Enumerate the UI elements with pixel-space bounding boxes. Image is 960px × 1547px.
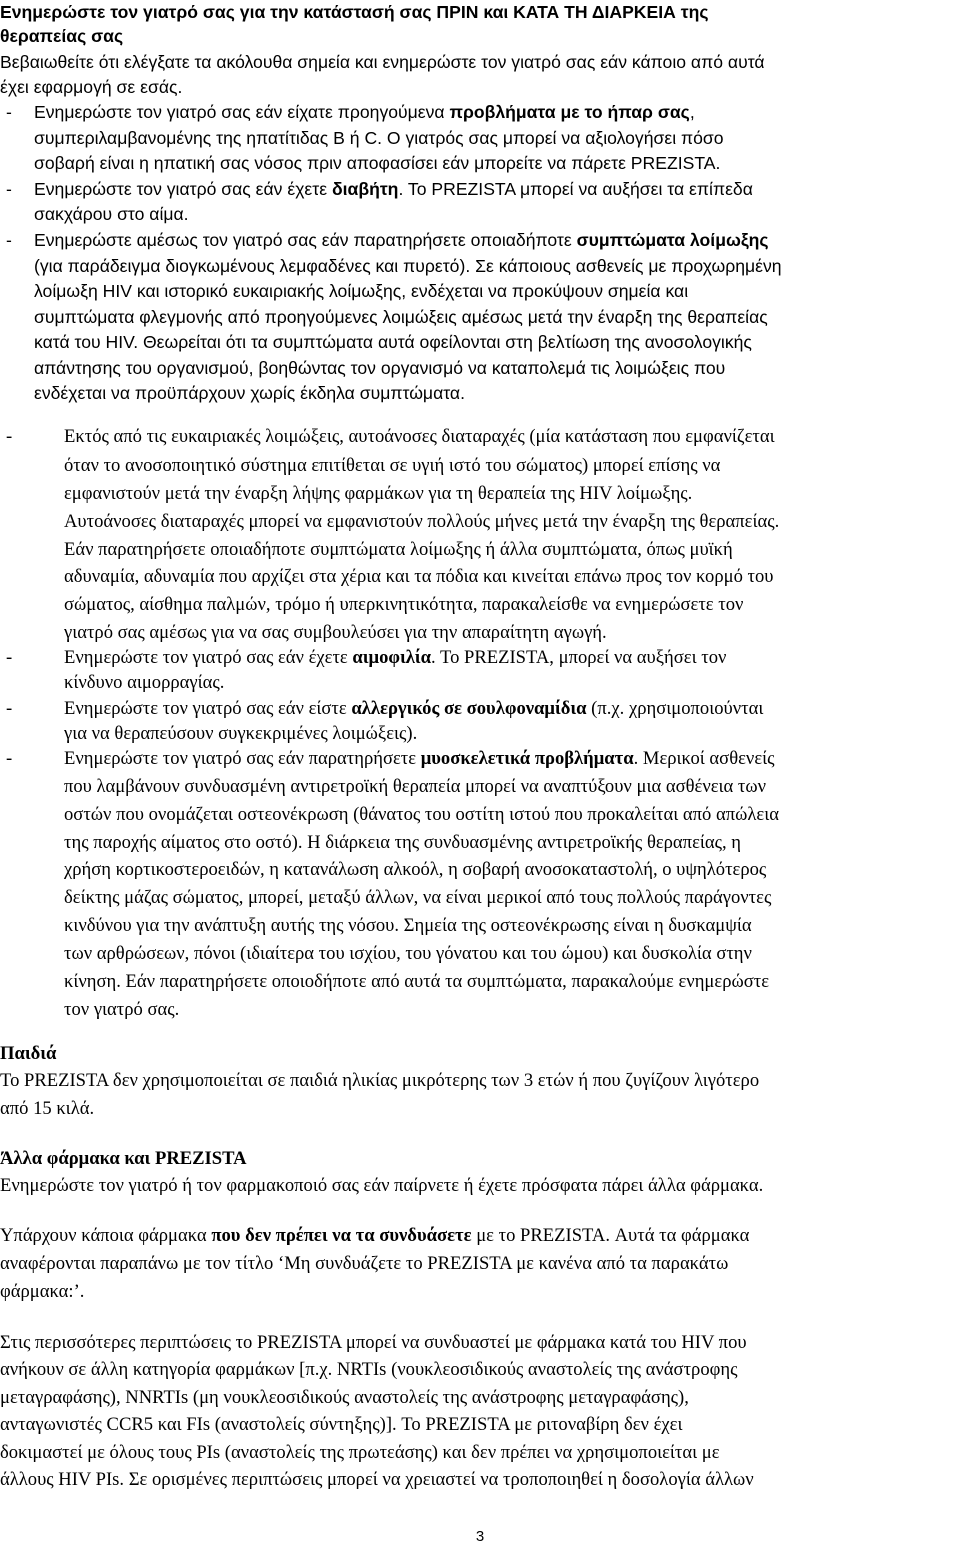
bullet-autoimmune-line-4: Αυτοάνοσες διαταραχές μπορεί να εμφανιστούν πολλούς μήνες μετά την έναρξη της θεραπείας. (64, 511, 780, 532)
bullet-musculoskeletal-line-10: τον γιατρό σας. (64, 999, 180, 1020)
other-paragraph-1: Ενημερώστε τον γιατρό ή τον φαρμακοποιό σας εάν παίρνετε ή έχετε πρόσφατα πάρει άλλα φάρμακα. (0, 1175, 764, 1196)
text-run: . Το PREZISTA, μπορεί να αυξήσει τον (431, 647, 727, 668)
bullet-infection-line-7: ενδέχεται να προϋπάρχουν χωρίς έκδηλα συμπτώματα. (34, 383, 465, 403)
intro-line-1: Βεβαιωθείτε ότι ελέγξατε τα ακόλουθα σημεία και ενημερώστε τον γιατρό σας εάν κάποιο από αυτά (0, 52, 765, 72)
emphasis-liver: προβλήματα με το ήπαρ σας (449, 102, 690, 122)
emphasis-diabetes: διαβήτη (331, 179, 399, 199)
bullet-musculoskeletal-line-3: οστών που ονομάζεται οστεονέκρωση (θάνατος του οστίτη ιστού που προκαλείται από απώλεια (64, 804, 779, 825)
emphasis-hemophilia: αιμοφιλία (352, 647, 432, 668)
text-run: με το PREZISTA. Αυτά τα φάρμακα (471, 1225, 750, 1246)
emphasis-do-not-combine: που δεν πρέπει να τα συνδυάσετε (211, 1225, 472, 1246)
bullet-musculoskeletal-line-8: των αρθρώσεων, πόνοι (ιδιαίτερα του ισχίου, του γόνατου και του ώμου) και δυσκολία στην (64, 943, 752, 964)
bullet-musculoskeletal-line-9: κίνηση. Εάν παρατηρήσετε οποιοδήποτε από αυτά τα συμπτώματα, παρακαλούμε ενημερώστε (64, 971, 770, 992)
bullet-diabetes-line-1 (34, 177, 753, 202)
bullet-musculoskeletal-line-7: κινδύνου για την ανάπτυξη αυτής της νόσου. Σημεία της οστεονέκρωσης είναι η δυσκαμψία (64, 915, 752, 936)
other-paragraph-2-line-3: φάρμακα:’. (0, 1281, 85, 1302)
bullet-autoimmune-line-5: Εάν παρατηρήσετε οποιαδήποτε συμπτώματα λοίμωξης ή άλλα συμπτώματα, όπως μυϊκή (64, 539, 733, 560)
bullet-dash: - (6, 698, 13, 719)
text-run: Υπάρχουν κάποια φάρμακα (0, 1225, 212, 1246)
other-paragraph-2-line-2: αναφέρονται παραπάνω με τον τίτλο ‘Μη συνδυάζετε το PREZISTA με κανένα από τα παρακάτω (0, 1253, 729, 1274)
other-paragraph-2-line-1 (0, 1223, 749, 1248)
bullet-autoimmune-line-1: Εκτός από τις ευκαιριακές λοιμώξεις, αυτοάνοσες διαταραχές (μία κατάσταση που εμφανίζεται (64, 426, 775, 447)
other-paragraph-3-line-5: δοκιμαστεί με όλους τους PIs (αναστολείς της πρωτεάσης) και δεν πρέπει να χρησιμοποιείται με (0, 1442, 720, 1463)
heading-other-medicines: Άλλα φάρμακα και PREZISTA (0, 1148, 247, 1169)
text-run: Ενημερώστε τον γιατρό σας εάν έχετε (64, 647, 353, 668)
bullet-sulfonamide-line-1 (64, 696, 763, 721)
bullet-liver-line-2: συμπεριλαμβανομένης της ηπατίτιδας Β ή C. Ο γιατρός σας μπορεί να αξιολογήσει πόσο (34, 128, 724, 148)
text-run: Ενημερώστε τον γιατρό σας εάν παρατηρήσετε (64, 748, 421, 769)
emphasis-infection: συμπτώματα λοίμωξης (576, 230, 769, 250)
section-title-line-2: θεραπείας σας (0, 26, 124, 46)
bullet-infection-line-6: απάντησης του οργανισμού, βοηθώντας τον οργανισμό να καταπολεμά τις λοιμώξεις που (34, 358, 726, 378)
bullet-dash: - (6, 647, 13, 668)
text-run: Ενημερώστε τον γιατρό σας εάν έχετε (34, 179, 332, 199)
bullet-hemophilia-line-1 (64, 645, 726, 670)
children-line-1: Το PREZISTA δεν χρησιμοποιείται σε παιδιά ηλικίας μικρότερης των 3 ετών ή που ζυγίζουν λιγότερο (0, 1070, 760, 1091)
bullet-autoimmune-line-6: αδυναμία, αδυναμία που αρχίζει στα χέρια και τα πόδια και κινείται επάνω προς τον κορμό του (64, 566, 774, 587)
other-paragraph-3-line-1: Στις περισσότερες περιπτώσεις το PREZISTA μπορεί να συνδυαστεί με φάρμακα κατά του HIV που (0, 1332, 747, 1353)
bullet-infection-line-3: λοίμωξη HIV και ιστορικό ευκαιριακής λοίμωξης, ενδέχεται να προκύψουν σημεία και (34, 281, 689, 301)
children-line-2: από 15 κιλά. (0, 1098, 95, 1119)
text-run: (π.χ. χρησιμοποιούνται (586, 698, 764, 719)
bullet-hemophilia-line-2: κίνδυνο αιμορραγίας. (64, 672, 225, 693)
bullet-liver-line-3: σοβαρή είναι η ηπατική σας νόσος πριν αποφασίσει εάν μπορείτε να πάρετε PREZISTA. (34, 153, 721, 173)
bullet-infection-line-2: (για παράδειγμα διογκωμένους λεμφαδένες και πυρετό). Σε κάποιους ασθενείς με προχωρημένη (34, 256, 782, 276)
text-run: . Μερικοί ασθενείς (633, 748, 775, 769)
bullet-dash: - (6, 426, 13, 447)
bullet-autoimmune-line-7: σώματος, αίσθημα παλμών, τρόμο ή υπερκινητικότητα, παρακαλείσθε να ενημερώσετε τον (64, 594, 744, 615)
bullet-sulfonamide-line-2: για να θεραπεύσουν συγκεκριμένες λοιμώξεις). (64, 723, 418, 744)
heading-children: Παιδιά (0, 1043, 57, 1064)
bullet-dash: - (6, 230, 12, 250)
section-title-line-1: Ενημερώστε τον γιατρό σας για την κατάστασή σας ΠΡΙΝ και ΚΑΤΑ ΤΗ ΔΙΑΡΚΕΙΑ της (0, 2, 709, 22)
other-paragraph-3-line-4: ανταγωνιστές CCR5 και FIs (αναστολείς σύντηξης)]. Το PREZISTA με ριτοναβίρη δεν έχει (0, 1414, 683, 1435)
other-paragraph-3-line-6: άλλους HIV PIs. Σε ορισμένες περιπτώσεις μπορεί να χρειαστεί να τροποποιηθεί η δοσολογία άλλων (0, 1469, 754, 1490)
bullet-dash: - (6, 748, 13, 769)
bullet-musculoskeletal-line-1 (64, 746, 775, 771)
bullet-dash: - (6, 179, 12, 199)
emphasis-musculoskeletal: μυοσκελετικά προβλήματα (420, 748, 634, 769)
text-run: Ενημερώστε τον γιατρό σας εάν είχατε προηγούμενα (34, 102, 450, 122)
bullet-liver-line-1 (34, 100, 695, 125)
bullet-autoimmune-line-3: εμφανιστούν μετά την έναρξη λήψης φαρμάκων για τη θεραπεία της HIV λοίμωξης. (64, 483, 693, 504)
bullet-infection-line-4: συμπτώματα φλεγμονής από προηγούμενες λοιμώξεις αμέσως μετά την έναρξη της θεραπείας (34, 307, 768, 327)
bullet-musculoskeletal-line-6: δείκτης μάζας σώματος, μπορεί, μεταξύ άλλων, να είναι μερικοί από τους πολλούς παράγοντες (64, 887, 772, 908)
bullet-diabetes-line-2: σακχάρου στο αίμα. (34, 204, 189, 224)
other-paragraph-3-line-3: μεταγραφάσης), NNRTIs (μη νουκλεοσιδικούς αναστολείς της ανάστροφης μεταγραφάσης), (0, 1387, 689, 1408)
text-run: Ενημερώστε τον γιατρό σας εάν είστε (64, 698, 352, 719)
other-paragraph-3-line-2: ανήκουν σε άλλη κατηγορία φαρμάκων [π.χ. NRTIs (νουκλεοσιδικούς αναστολείς της ανάστροφης (0, 1359, 738, 1380)
bullet-musculoskeletal-line-4: της παροχής αίματος στο οστό). Η διάρκεια της συνδυασμένης αντιρετροϊκής θεραπείας, η (64, 832, 742, 853)
bullet-musculoskeletal-line-2: που λαμβάνουν συνδυασμένη αντιρετροϊκή θεραπεία μπορεί να αναπτύξουν μια ασθένεια των (64, 776, 767, 797)
page-number: 3 (475, 1528, 485, 1545)
bullet-infection-line-1 (34, 228, 769, 253)
bullet-musculoskeletal-line-5: χρήση κορτικοστεροειδών, η κατανάλωση αλκοόλ, η σοβαρή ανοσοκαταστολή, ο υψηλότερος (64, 859, 767, 880)
bullet-dash: - (6, 102, 12, 122)
bullet-autoimmune-line-8: γιατρό σας αμέσως για να σας συμβουλεύσει για την απαραίτητη αγωγή. (64, 622, 607, 643)
bullet-infection-line-5: κατά του HIV. Θεωρείται ότι τα συμπτώματα αυτά οφείλονται στη βελτίωση της ανοσολογικής (34, 332, 752, 352)
text-run: , (689, 102, 695, 122)
bullet-autoimmune-line-2: όταν το ανοσοποιητικό σύστημα επιτίθεται σε υγιή ιστό του σώματος) μπορεί επίσης να (64, 455, 721, 476)
emphasis-sulfonamide: αλλεργικός σε σουλφοναμίδια (351, 698, 587, 719)
intro-line-2: έχει εφαρμογή σε εσάς. (0, 77, 183, 97)
text-run: . Το PREZISTA μπορεί να αυξήσει τα επίπεδα (398, 179, 753, 199)
text-run: Ενημερώστε αμέσως τον γιατρό σας εάν παρατηρήσετε οποιαδήποτε (34, 230, 577, 250)
